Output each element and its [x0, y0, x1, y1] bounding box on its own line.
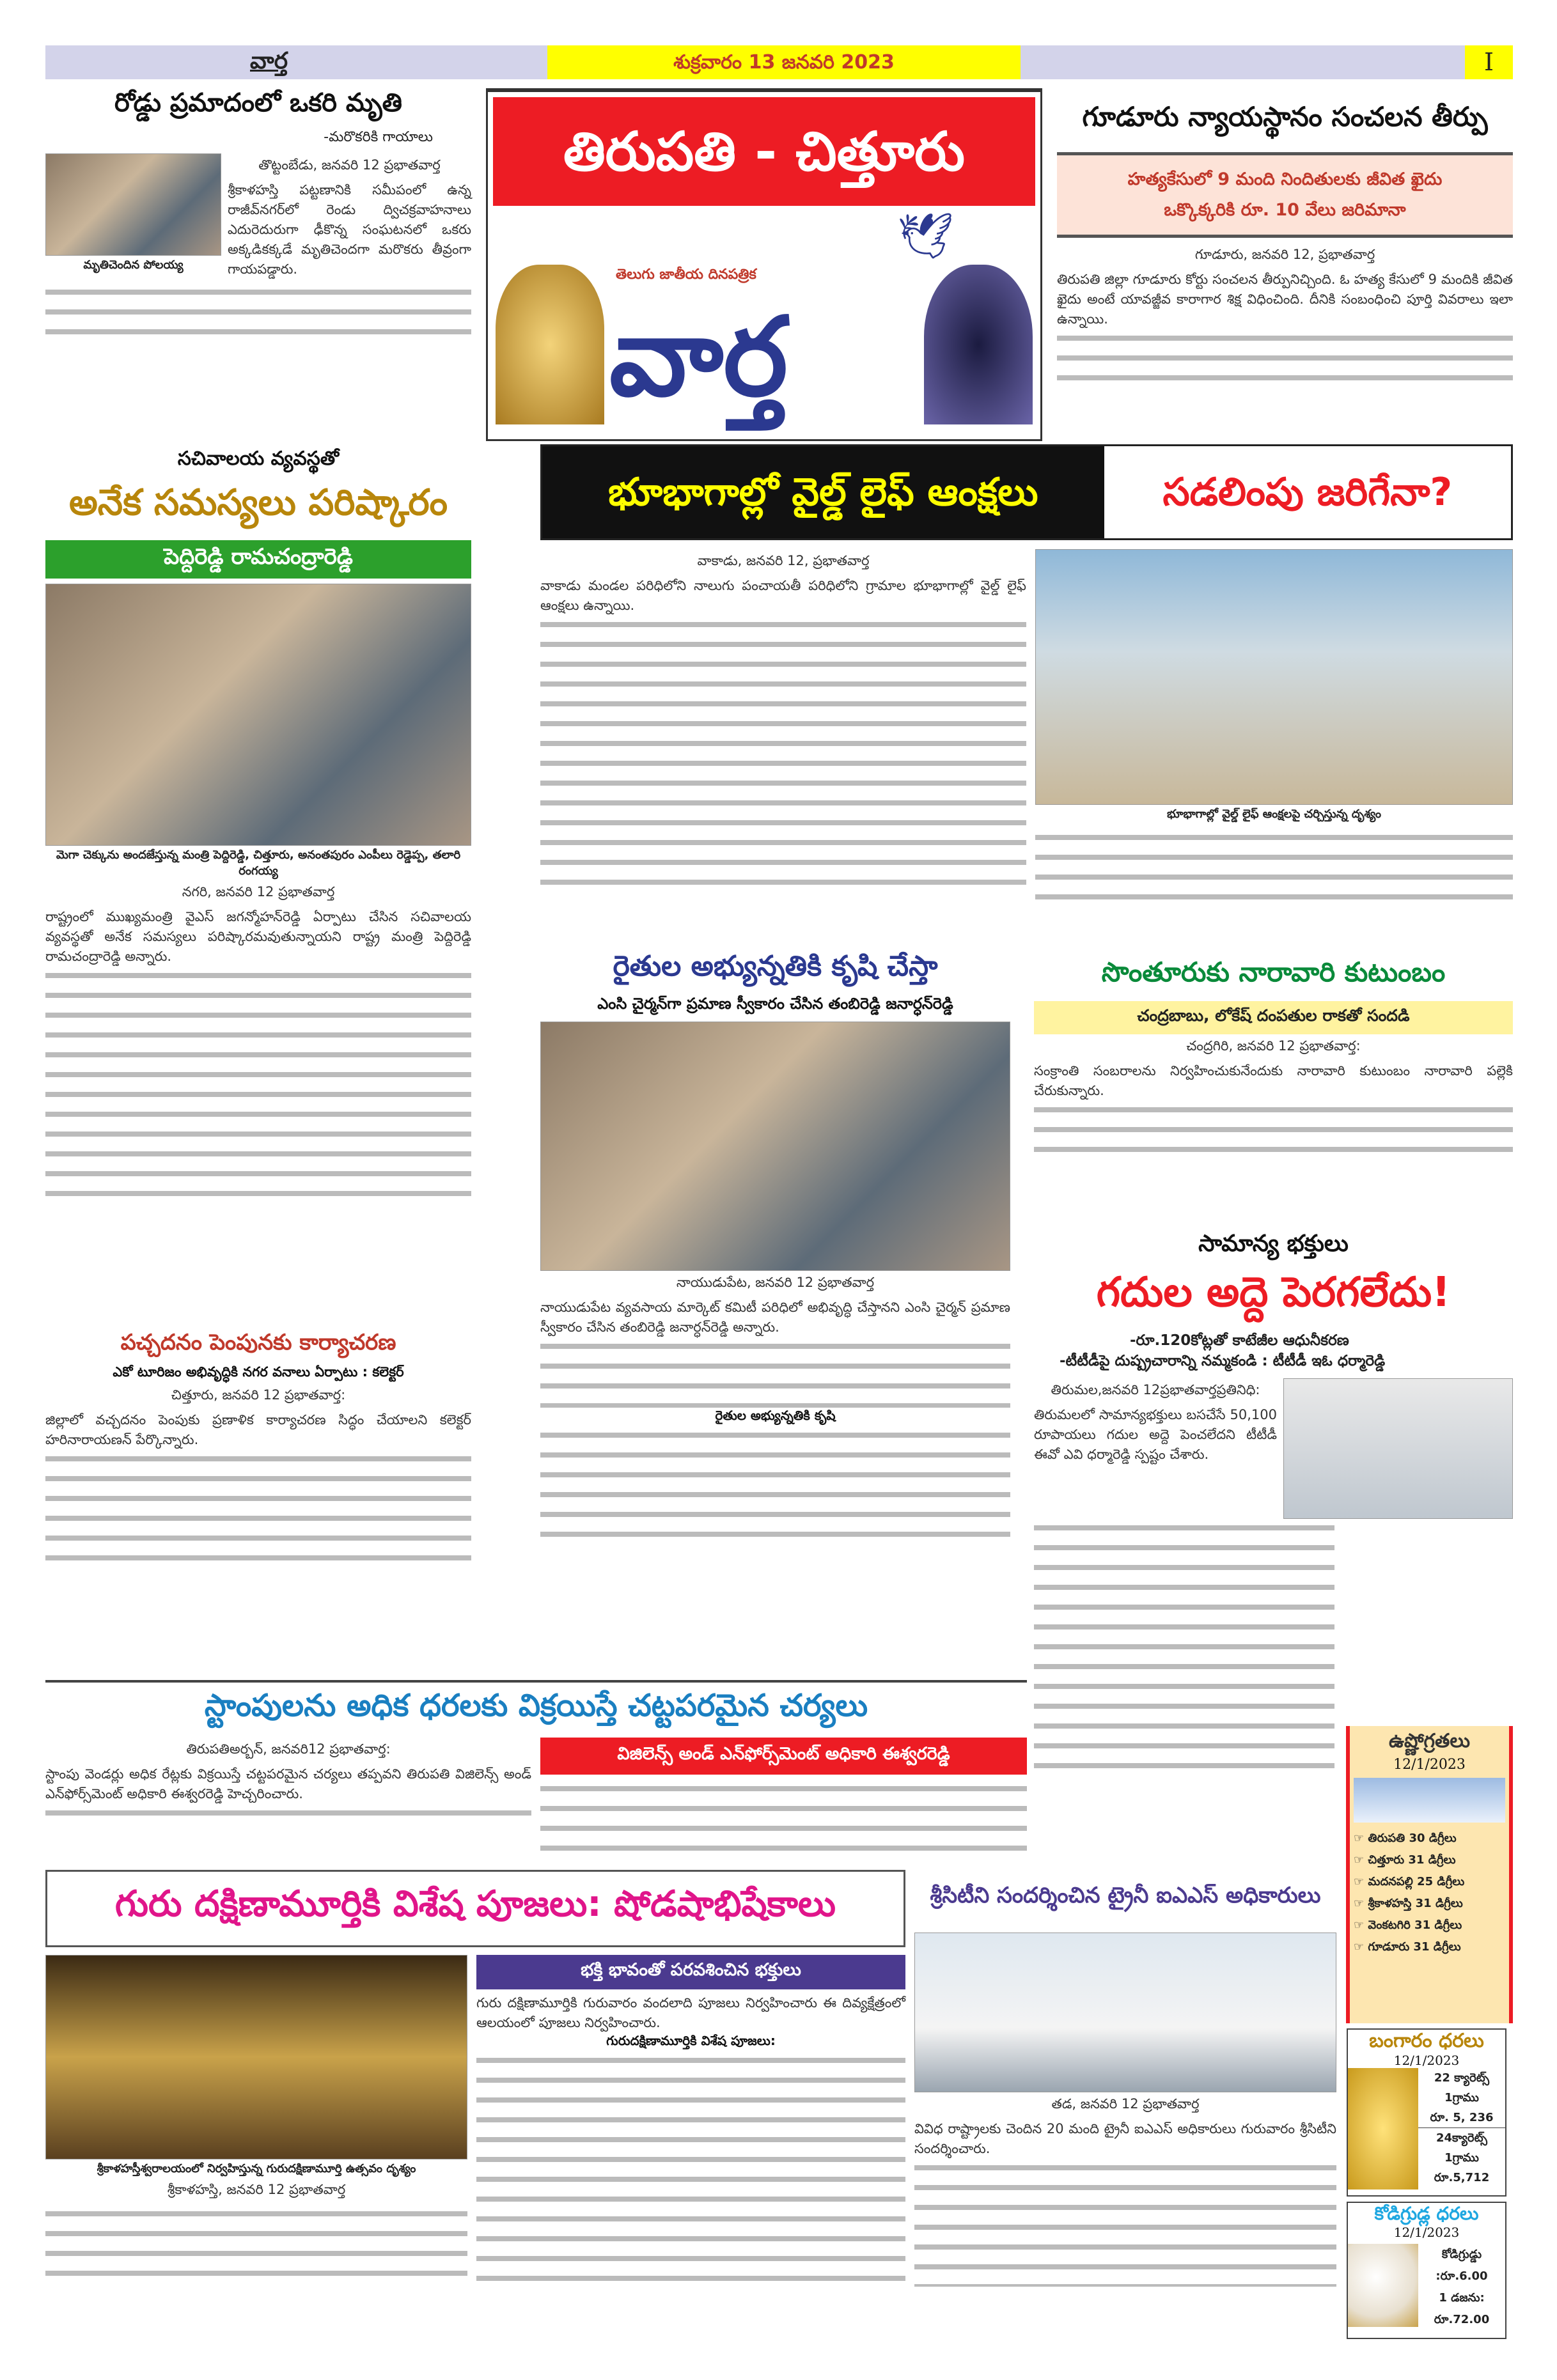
highlight-line-1: హత్యకేసులో 9 మంది నిందితులకు జీవిత ఖైదు — [1127, 169, 1443, 189]
article-road-accident — [45, 88, 471, 341]
headline: స్టాంపులను అధిక ధరలకు విక్రయిస్తే చట్టపరమైన చర్యలు — [45, 1680, 1027, 1731]
headline: గురు దక్షిణామూర్తికి విశేష పూజలు: షోడషాభిషేకాలు — [45, 1870, 905, 1947]
article-text-continued — [45, 283, 471, 341]
trainees-photo — [914, 1933, 1336, 2092]
page-number: I — [1465, 45, 1513, 79]
article-text-continued — [540, 1426, 1010, 1541]
article-naravari-family — [1034, 950, 1513, 1158]
gold-title: బంగారం ధరలు — [1369, 2030, 1484, 2052]
gold-24k-price: రూ.5,712 — [1434, 2171, 1490, 2184]
dateline: తొట్టంబేడు, జనవరి 12 ప్రభాతవార్త — [258, 157, 441, 173]
article-text-continued — [540, 1337, 1010, 1408]
temple-ritual-photo — [45, 1955, 467, 2159]
gold-24k-unit: 1గ్రాము — [1444, 2151, 1479, 2165]
article-text-continued — [1034, 1101, 1513, 1158]
gold-date: 12/1/2023 — [1393, 2053, 1460, 2068]
deity-image — [924, 265, 1033, 424]
sky-image — [1354, 1778, 1505, 1823]
temple-image — [496, 265, 604, 424]
headline: అనేక సమస్యలు పరిష్కారం — [69, 482, 448, 524]
article-text-continued — [540, 1780, 1027, 1856]
article-text-continued — [45, 1450, 471, 1571]
article-text-continued — [45, 967, 471, 1203]
highlight-line-2: ఒక్కొక్కరికి రూ. 10 వేలు జరిమానా — [1164, 200, 1406, 220]
headline: గదుల అద్దె పెరగలేదు! — [1096, 1269, 1451, 1316]
photo-caption: మెగా చెక్కును అందజేస్తున్న మంత్రి పెద్దిరెడ్డి, చిత్తూరు, అనంతపురం ఎంపీలు రెడ్డెప్ప, తలారి రంగయ్య — [56, 848, 461, 878]
header-date: శుక్రవారం 13 జనవరి 2023 — [547, 45, 1021, 79]
weather-item — [1354, 1915, 1505, 1936]
dateline: చిత్తూరు, జనవరి 12 ప్రభాతవార్త: — [171, 1387, 346, 1403]
article-text-continued — [1034, 1519, 1334, 1775]
weather-title: ఉష్ణోగ్రతలు — [1389, 1730, 1470, 1752]
masthead-logo: వార్త — [609, 294, 788, 421]
dateline: తిరుపతిఅర్బన్, జనవరి12 ప్రభాతవార్త: — [186, 1741, 391, 1757]
headline-part-2: సడలింపు జరిగేనా? — [1162, 470, 1453, 515]
subheadline-1: -రూ.120కోట్లతో కాటేజీల ఆధునీకరణ — [1130, 1332, 1349, 1349]
egg-dozen-label: 1 డజను: — [1439, 2291, 1485, 2305]
article-wildlife — [540, 444, 1513, 905]
beach-photo — [1035, 549, 1513, 805]
photo-caption: భూభాగాల్లో వైల్డ్ లైఫ్ ఆంక్షలపై చర్చిస్తున్న దృశ్యం — [1166, 807, 1382, 821]
subheadline-band: చంద్రబాబు, లోకేష్ దంపతుల రాకతో సందడి — [1034, 1001, 1513, 1034]
article-text-continued — [1057, 329, 1513, 380]
article-farmers — [540, 950, 1010, 1541]
article-gudur-verdict — [1057, 88, 1513, 380]
name-band: పెద్దిరెడ్డి రామచంద్రారెడ్డి — [45, 540, 471, 579]
article-secretariat — [45, 447, 471, 1203]
dateline: చంద్రగిరి, జనవరి 12 ప్రభాతవార్త: — [1186, 1038, 1361, 1054]
egg-dozen-price: రూ.72.00 — [1434, 2313, 1490, 2326]
header-logo: వార్త — [250, 48, 288, 74]
article-greenery — [45, 1330, 471, 1571]
article-text-continued — [540, 616, 1026, 897]
weather-box — [1346, 1726, 1513, 2023]
dateline: వాకాడు, జనవరి 12, ప్రభాతవార్త — [697, 553, 870, 568]
dateline: తడ, జనవరి 12 ప్రభాతవార్త — [1051, 2096, 1200, 2112]
dove-icon: 🕊 — [897, 210, 954, 262]
subhead: గురుదక్షిణామూర్తికి విశేష పూజలు: — [606, 2033, 776, 2048]
egg-unit-price: :రూ.6.00 — [1436, 2269, 1488, 2283]
article-text: సంక్రాంతి సంబరాలను నిర్వహించుకునేందుకు నారావారి కుటుంబం నారావారి పల్లెకి చేరుకున్నారు. — [1034, 1063, 1513, 1098]
dateline: శ్రీకాళహస్తి, జనవరి 12 ప్రభాతవార్త — [167, 2182, 346, 2197]
victim-photo — [45, 153, 221, 256]
subheadline-2: -టీటీడీపై దుష్ప్రచారాన్ని నమ్మకండి : టీటీడీ ఇఓ ధర్మారెడ్డి — [1060, 1353, 1386, 1369]
article-stamps — [45, 1680, 1027, 1856]
dateline: తిరుమల,జనవరి 12ప్రభాతవార్తప్రతినిధి: — [1051, 1382, 1260, 1397]
pointing-hand-icon: ☞ — [1354, 1875, 1368, 1888]
dateline: నగరి, జనవరి 12 ప్రభాతవార్త — [182, 884, 335, 899]
headline: రైతుల అభ్యున్నతికి కృషి చేస్తా — [613, 950, 938, 983]
article-text: గురు దక్షిణామూర్తికి గురువారం వందలాది పూజలు నిర్వహించారు ఈ దివ్యక్షేత్రంలో ఆలయంలో పూజలు నిర్వహించారు. — [476, 1995, 905, 2030]
gold-22k-price: రూ. 5, 236 — [1418, 2108, 1505, 2128]
gold-24k-label: 24క్యారెట్స్ — [1436, 2131, 1487, 2145]
headline: గూడూరు న్యాయస్థానం సంచలన తీర్పు — [1082, 101, 1488, 132]
weather-date: 12/1/2023 — [1393, 1757, 1466, 1773]
article-text: జిల్లాలో వచ్చదనం పెంపుకు ప్రణాళిక కార్యాచరణ సిద్ధం చేయాలని కలెక్టర్ హరినారాయణన్ పేర్కొన్నారు. — [45, 1412, 471, 1447]
header-bar — [45, 45, 1513, 79]
weather-item-text: తిరుపతి 30 డిగ్రీలు — [1368, 1832, 1457, 1845]
weather-list — [1350, 1828, 1509, 1958]
article-text: తిరుమలలో సామాన్యభక్తులు బసచేసే 50,100 రూపాయలు గదుల అద్దె పెంచలేదని టీటీడీ ఈవో ఎవి ధర్మారెడ్డి స్పష్టం చేశారు. — [1034, 1407, 1277, 1462]
egg-date: 12/1/2023 — [1393, 2225, 1460, 2240]
pointing-hand-icon: ☞ — [1354, 1832, 1368, 1845]
pointing-hand-icon: ☞ — [1354, 1897, 1368, 1910]
gold-22k-unit: 1గ్రాము — [1444, 2091, 1479, 2104]
article-text: తిరుపతి జిల్లా గూడూరు కోర్టు సంచలన తీర్పునిచ్చింది. ఓ హత్య కేసులో 9 మందికి జీవిత ఖైదు అంటే యావజ్జీవ కారాగార శిక్ష విధించింది. దీనికి సంబంధించి పూర్తి వివరాలు ఇలా ఉన్నాయి. — [1057, 272, 1513, 327]
eggs-image — [1348, 2244, 1418, 2327]
kicker: సామాన్య భక్తులు — [1198, 1231, 1349, 1257]
article-guru-dakshinamurthy — [45, 1870, 905, 2294]
article-text: వివిధ రాష్ట్రాలకు చెందిన 20 మంది ట్రైనీ ఐఎఎస్ అధికారులు గురువారం శ్రీసిటీని సందర్శించారు. — [914, 2121, 1336, 2156]
jewellery-image — [1348, 2068, 1418, 2189]
officer-band: విజిలెన్స్ అండ్ ఎన్‌ఫోర్స్‌మెంట్ అధికారి ఈశ్వరరెడ్డి — [540, 1738, 1027, 1775]
egg-price-box — [1347, 2202, 1506, 2339]
pointing-hand-icon: ☞ — [1354, 1940, 1368, 1954]
swearing-in-photo — [540, 1022, 1010, 1271]
article-text: నాయుడుపేట వ్యవసాయ మార్కెట్ కమిటీ పరిధిలో అభివృద్ధి చేస్తానని ఎంసి చైర్మన్ ప్రమాణ స్వీకారం చేసిన తంబిరెడ్డి జనార్ధన్‌రెడ్డి అన్నారు. — [540, 1300, 1010, 1335]
article-text: రాష్ట్రంలో ముఖ్యమంత్రి వైఎస్ జగన్మోహన్‌రెడ్డి ఏర్పాటు చేసిన సచివాలయ వ్యవస్థతో అనేక సమస్యలు పరిష్కారమవుతున్నాయని రాష్ట్ర మంత్రి పెద్దిరెడ్డి రామచంద్రారెడ్డి అన్నారు. — [45, 909, 471, 964]
gold-22k-label: 22 క్యారెట్స్ — [1434, 2071, 1490, 2085]
gold-price-box — [1347, 2028, 1506, 2197]
event-photo — [45, 584, 471, 846]
photo-caption: మృతిచెందిన పోలయ్య — [83, 258, 184, 272]
headline: శ్రీసిటీని సందర్శించిన ట్రైనీ ఐఎఎస్ అధికారులు — [930, 1883, 1321, 1908]
weather-item — [1354, 1871, 1505, 1893]
article-text-continued — [1035, 828, 1513, 905]
subhead: రైతుల అభ్యున్నతికి కృషి — [715, 1408, 836, 1423]
weather-item — [1354, 1893, 1505, 1915]
headline: సొంతూరుకు నారావారి కుటుంబం — [1101, 956, 1446, 988]
dateline: గూడూరు, జనవరి 12, ప్రభాతవార్త — [1194, 247, 1375, 262]
weather-item-text: మదనపల్లి 25 డిగ్రీలు — [1368, 1875, 1465, 1888]
egg-unit-label: కోడిగ్రుడ్డు — [1441, 2248, 1482, 2261]
article-text: స్టాంపు వెండర్లు అధిక రేట్లకు విక్రయిస్తే చట్టపరమైన చర్యలు తప్పవని తిరుపతి విజిలెన్స్ అండ్ ఎన్‌ఫోర్స్‌మెంట్ అధికారి ఈశ్వరరెడ్డి హెచ్చరించారు. — [45, 1766, 531, 1801]
weather-item — [1354, 1828, 1505, 1849]
egg-title: కోడిగ్రుడ్ల ధరలు — [1374, 2203, 1479, 2224]
photo-caption: శ్రీకాళహస్తీశ్వరాలయంలో నిర్వహిస్తున్న గురుదక్షిణామూర్తి ఉత్సవం దృశ్యం — [97, 2162, 416, 2175]
article-text-continued — [45, 2205, 467, 2282]
devotees-band: భక్తి భావంతో పరవశించిన భక్తులు — [476, 1955, 905, 1989]
article-ttd-rooms — [1034, 1231, 1513, 1775]
edition-title: తిరుపతి - చిత్తూరు — [493, 97, 1035, 206]
headline: రోడ్డు ప్రమాదంలో ఒకరి మృతి — [114, 88, 402, 118]
subheadline: ఎకో టూరిజం అభివృద్ధికి నగర వనాలు ఏర్పాటు : కలెక్టర్ — [113, 1364, 404, 1380]
article-text-continued — [45, 1804, 531, 1830]
eo-photo — [1283, 1378, 1513, 1519]
weather-item-text: చిత్తూరు 31 డిగ్రీలు — [1368, 1853, 1456, 1867]
article-text: వాకాడు మండల పరిధిలోని నాలుగు పంచాయతీ పరిధిలోని గ్రామాల భూభాగాల్లో వైల్డ్ లైఫ్ ఆంక్షలు ఉన్నాయి. — [540, 578, 1026, 613]
weather-item — [1354, 1849, 1505, 1871]
pointing-hand-icon: ☞ — [1354, 1853, 1368, 1867]
headline — [540, 444, 1513, 540]
masthead — [486, 88, 1042, 441]
weather-item-text: వెంకటగిరి 31 డిగ్రీలు — [1368, 1918, 1462, 1932]
article-text-continued — [914, 2159, 1336, 2287]
weather-item-text: గూడూరు 31 డిగ్రీలు — [1368, 1940, 1461, 1954]
pointing-hand-icon: ☞ — [1354, 1918, 1368, 1932]
headline-part-1: భూభాగాల్లో వైల్డ్ లైఫ్ ఆంక్షలు — [542, 446, 1104, 538]
dateline: నాయుడుపేట, జనవరి 12 ప్రభాతవార్త — [676, 1275, 875, 1290]
weather-item — [1354, 1936, 1505, 1958]
article-sricity — [914, 1870, 1336, 2287]
weather-item-text: శ్రీకాళహస్తి 31 డిగ్రీలు — [1368, 1897, 1463, 1910]
article-text: శ్రీకాళహస్తి పట్టణానికి సమీపంలో ఉన్న రాజీవ్‌నగర్‌లో రెండు ద్విచక్రవాహనాలు ఎదురెదురుగా ఢీకొన్న సంఘటనలో ఒకరు అక్కడికక్కడే మృతిచెందగా మరొకరు తీవ్రంగా గాయపడ్డారు. — [228, 182, 471, 277]
article-text-continued — [476, 2051, 905, 2294]
highlight-box — [1057, 152, 1513, 238]
tagline: తెలుగు జాతీయ దినపత్రిక — [616, 267, 756, 283]
subheadline: ఎంసి చైర్మన్‌గా ప్రమాణ స్వీకారం చేసిన తంబిరెడ్డి జనార్ధన్‌రెడ్డి — [597, 995, 953, 1013]
kicker: సచివాలయ వ్యవస్థతో — [177, 447, 340, 470]
headline: పచ్చదనం పెంపునకు కార్యాచరణ — [120, 1330, 396, 1355]
subheadline: -మరొకరికి గాయాలు — [324, 129, 433, 145]
